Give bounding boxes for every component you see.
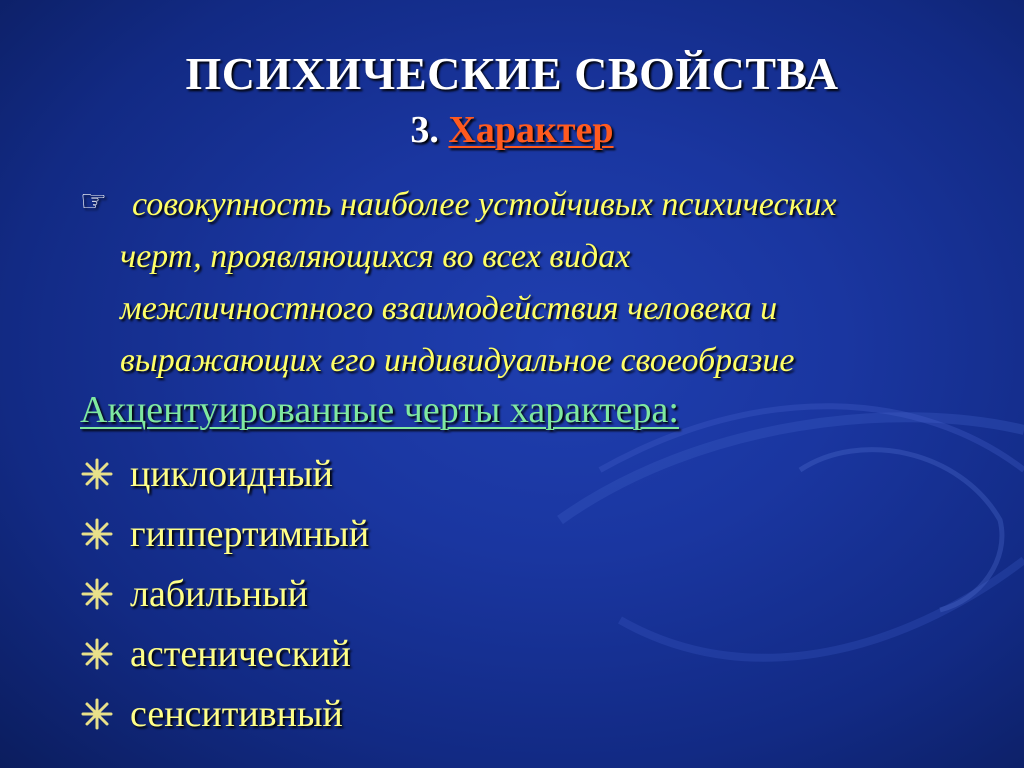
accentuated-traits-heading-link[interactable]: Акцентуированные черты характера: [80, 389, 679, 431]
pointing-hand-icon: ☞ [80, 184, 107, 219]
trait-list-item [80, 444, 369, 504]
slide-subtitle [0, 106, 1024, 154]
trait-list [80, 444, 369, 744]
snowflake-bullet-icon [80, 637, 114, 671]
definition-line-4: выражающих его индивидуальное своеобразие [120, 342, 795, 379]
subtitle-number: 3. [410, 109, 439, 151]
definition-line-2: черт, проявляющихся во всех видах [120, 238, 631, 275]
trait-label: гиппертимный [130, 513, 370, 555]
trait-list-item [80, 624, 369, 684]
trait-list-item [80, 684, 369, 744]
snowflake-bullet-icon [80, 457, 114, 491]
trait-label: астенический [130, 633, 351, 675]
snowflake-bullet-icon [80, 517, 114, 551]
snowflake-bullet-icon [80, 697, 114, 731]
definition-text [80, 176, 940, 387]
trait-list-item [80, 504, 369, 564]
definition-line-1: ☞ совокупность наиболее устойчивых психических [80, 176, 940, 231]
trait-label: лабильный [130, 573, 308, 615]
trait-list-item [80, 564, 369, 624]
slide-title: ПСИХИЧЕСКИЕ СВОЙСТВА [185, 48, 839, 99]
trait-label: циклоидный [130, 453, 333, 495]
definition-line-3: межличностного взаимодействия человека и [120, 290, 778, 327]
subtitle-term-link[interactable]: Характер [448, 109, 614, 151]
snowflake-bullet-icon [80, 577, 114, 611]
trait-label: сенситивный [130, 693, 343, 735]
